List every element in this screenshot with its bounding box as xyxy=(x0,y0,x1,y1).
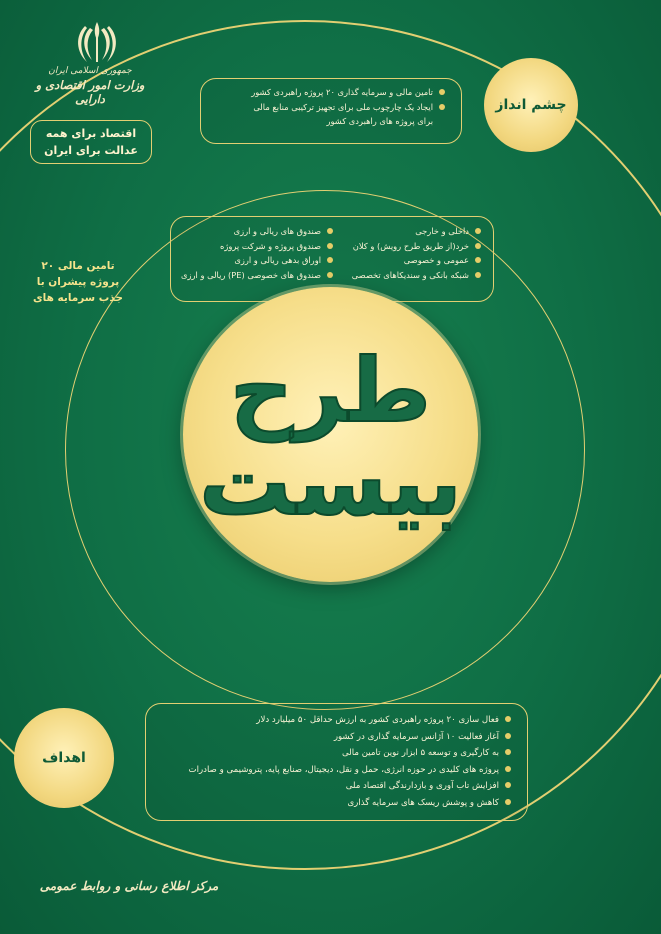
list-item: شبکه بانکی و سندیکاهای تخصصی xyxy=(331,268,481,283)
goals-list xyxy=(188,712,511,812)
list-item-continuation: برای پروژه های راهبردی کشور xyxy=(326,116,433,126)
list-item: فعال سازی ۲۰ پروژه راهبردی کشور به ارزش حداقل ۵۰ میلیارد دلار xyxy=(188,712,511,729)
slogan-line-1: اقتصاد برای همه xyxy=(45,127,137,140)
iran-emblem-icon xyxy=(72,18,122,68)
government-title xyxy=(20,66,160,106)
financing-label xyxy=(28,258,128,306)
list-item: اوراق بدهی ریالی و ارزی xyxy=(183,253,333,268)
list-item: صندوق های ریالی و ارزی xyxy=(183,224,333,239)
footer-signature: مرکز اطلاع رسانی و روابط عمومی xyxy=(39,879,219,893)
list-item: افزایش تاب آوری و بازدارندگی اقتصاد ملی xyxy=(188,778,511,795)
financing-label-line-3: جذب سرمایه های xyxy=(33,292,123,304)
goals-badge: اهداف xyxy=(14,708,114,808)
list-item: ایجاد یک چارچوب ملی برای تجهیز ترکیبی منابع مالی xyxy=(251,100,445,115)
financing-sources-list xyxy=(331,224,481,282)
slogan-box xyxy=(30,120,152,164)
financing-instruments-list xyxy=(183,224,333,282)
list-item: آغاز فعالیت ۱۰ آژانس سرمایه گذاری در کشور xyxy=(188,729,511,746)
republic-name: جمهوری اسلامی ایران xyxy=(48,66,132,76)
list-item: داخلی و خارجی xyxy=(331,224,481,239)
list-item: صندوق پروژه و شرکت پروژه xyxy=(183,239,333,254)
list-item: کاهش و پوشش ریسک های سرمایه گذاری xyxy=(188,795,511,812)
list-item: خرد(از طریق طرح رویش) و کلان xyxy=(331,239,481,254)
vision-list xyxy=(251,85,445,129)
list-item: عمومی و خصوصی xyxy=(331,253,481,268)
ministry-name: وزارت امور اقتصادی و دارایی xyxy=(35,78,145,106)
financing-label-line-1: تامین مالی ۲۰ xyxy=(41,260,115,272)
vision-box xyxy=(200,78,462,144)
plan-title-line-2: بیست xyxy=(198,429,463,536)
slogan-line-2: عدالت برای ایران xyxy=(44,144,138,157)
goals-box xyxy=(145,703,528,821)
vision-badge: چشم انداز xyxy=(484,58,578,152)
list-item: به کارگیری و توسعه ۵ ابزار نوین تامین مالی xyxy=(188,745,511,762)
list-item: تامین مالی و سرمایه گذاری ۲۰ پروژه راهبردی کشور xyxy=(251,85,445,100)
list-item: پروژه های کلیدی در حوزه انرژی، حمل و نقل، دیجیتال، صنایع پایه، پتروشیمی و صادرات xyxy=(188,762,511,779)
list-item: صندوق های خصوصی (PE) ریالی و ارزی xyxy=(183,268,333,283)
plan-title-line-1: طرح xyxy=(229,339,432,442)
center-title-circle xyxy=(183,287,478,582)
financing-label-line-2: پروژه پیشران با xyxy=(36,276,120,288)
